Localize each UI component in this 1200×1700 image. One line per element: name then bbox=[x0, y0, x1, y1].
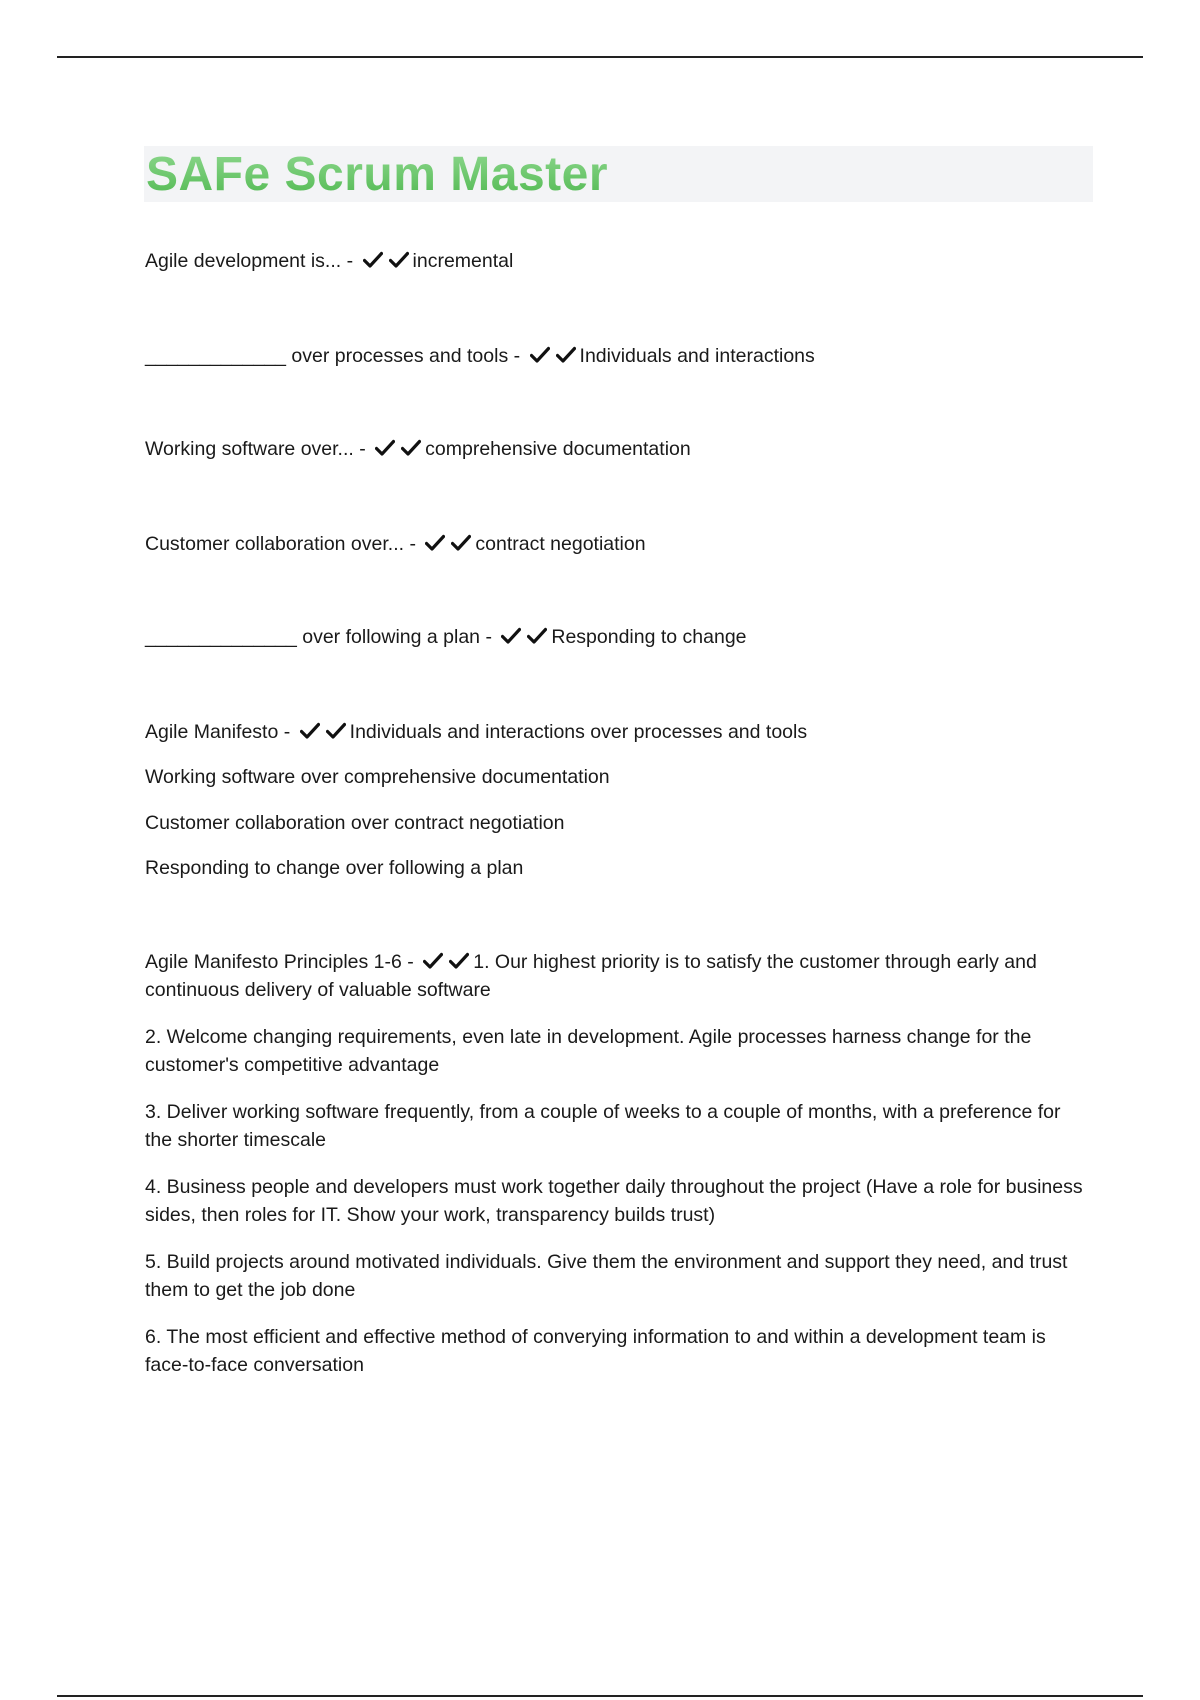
qa-prompt: _____________ over processes and tools - bbox=[145, 345, 521, 367]
principle-item: 6. The most efficient and effective method of converying information to and within a development team is face-to-face conversation bbox=[145, 1326, 1046, 1376]
checkmark-icon bbox=[375, 439, 395, 457]
double-checkmark-icon bbox=[300, 718, 346, 746]
manifesto-line: Responding to change over following a plan bbox=[145, 857, 524, 879]
checkmark-icon bbox=[501, 627, 521, 645]
double-checkmark-icon bbox=[363, 247, 409, 275]
qa-prompt: Working software over... - bbox=[145, 438, 366, 460]
principle-item: 2. Welcome changing requirements, even late in development. Agile processes harness change for the customer's competitive advantage bbox=[145, 1026, 1032, 1076]
qa-item bbox=[145, 623, 1095, 651]
qa-answer: comprehensive documentation bbox=[425, 438, 691, 460]
checkmark-icon bbox=[449, 952, 469, 970]
qa-prompt: Agile Manifesto Principles 1-6 - bbox=[145, 951, 414, 973]
principle-item: 3. Deliver working software frequently, from a couple of weeks to a couple of months, with a preference for the shorter timescale bbox=[145, 1101, 1061, 1151]
qa-item bbox=[145, 530, 1095, 558]
principle-item: 5. Build projects around motivated individuals. Give them the environment and support they need, and trust them to get the job done bbox=[145, 1251, 1068, 1301]
qa-prompt: Customer collaboration over... - bbox=[145, 533, 416, 555]
qa-item bbox=[145, 342, 1095, 370]
qa-answer: Responding to change bbox=[551, 626, 747, 648]
qa-prompt: Agile development is... - bbox=[145, 250, 354, 272]
page-title: SAFe Scrum Master bbox=[146, 148, 608, 201]
checkmark-icon bbox=[300, 722, 320, 740]
checkmark-icon bbox=[556, 346, 576, 364]
qa-answer: Individuals and interactions bbox=[579, 345, 815, 367]
qa-answer: Individuals and interactions over processes and tools bbox=[349, 721, 808, 743]
top-rule bbox=[57, 56, 1143, 58]
qa-prompt: ______________ over following a plan - bbox=[145, 626, 492, 648]
double-checkmark-icon bbox=[425, 530, 471, 558]
qa-answer: contract negotiation bbox=[475, 533, 646, 555]
double-checkmark-icon bbox=[530, 342, 576, 370]
checkmark-icon bbox=[401, 439, 421, 457]
qa-item bbox=[145, 435, 1095, 463]
qa-answer: 1. Our highest priority is to satisfy the customer through early and continuous delivery of valuable software bbox=[145, 951, 1037, 1001]
checkmark-icon bbox=[527, 627, 547, 645]
checkmark-icon bbox=[326, 722, 346, 740]
bottom-rule bbox=[57, 1695, 1143, 1697]
qa-item bbox=[145, 948, 1090, 1004]
double-checkmark-icon bbox=[423, 948, 469, 976]
principle-item: 4. Business people and developers must work together daily throughout the project (Have a role for business sides, then roles for IT. Show your work, transparency builds trust) bbox=[145, 1176, 1083, 1226]
qa-item bbox=[145, 247, 1095, 275]
checkmark-icon bbox=[423, 952, 443, 970]
manifesto-line: Customer collaboration over contract negotiation bbox=[145, 812, 565, 834]
checkmark-icon bbox=[451, 534, 471, 552]
checkmark-icon bbox=[530, 346, 550, 364]
qa-item bbox=[145, 718, 1095, 746]
double-checkmark-icon bbox=[501, 623, 547, 651]
qa-answer: incremental bbox=[412, 250, 514, 272]
checkmark-icon bbox=[425, 534, 445, 552]
double-checkmark-icon bbox=[375, 435, 421, 463]
manifesto-line: Working software over comprehensive documentation bbox=[145, 766, 610, 788]
qa-prompt: Agile Manifesto - bbox=[145, 721, 291, 743]
checkmark-icon bbox=[363, 251, 383, 269]
checkmark-icon bbox=[389, 251, 409, 269]
